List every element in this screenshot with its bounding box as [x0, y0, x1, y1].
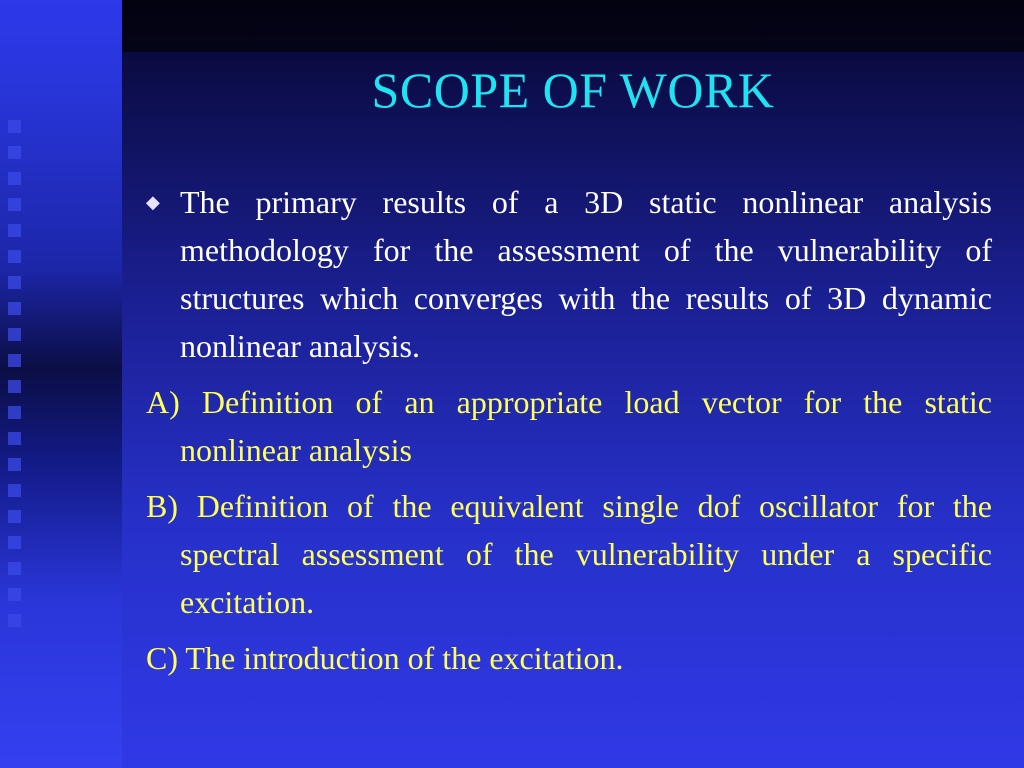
diamond-icon: ◆: [146, 192, 160, 212]
slide-title: SCOPE OF WORK: [371, 62, 775, 118]
decorative-squares: [8, 120, 24, 660]
list-item-c: C) The introduction of the excitation.: [146, 640, 624, 676]
left-decorative-strip: [0, 0, 122, 768]
top-decorative-band: [122, 0, 1024, 52]
bullet-text: The primary results of a 3D static nonlinear analysis methodology for the assessment of the vulnerability of structures which converges with the results of 3D dynamic nonlinear analysis.: [180, 184, 992, 364]
list-item-a: A) Definition of an appropriate load vector for the static nonlinear analysis: [146, 384, 992, 468]
bullet-paragraph: [146, 178, 992, 370]
slide-body: [146, 178, 992, 690]
list-item-b: B) Definition of the equivalent single dof oscillator for the spectral assessment of the vulnerability under a specific excitation.: [146, 488, 992, 620]
